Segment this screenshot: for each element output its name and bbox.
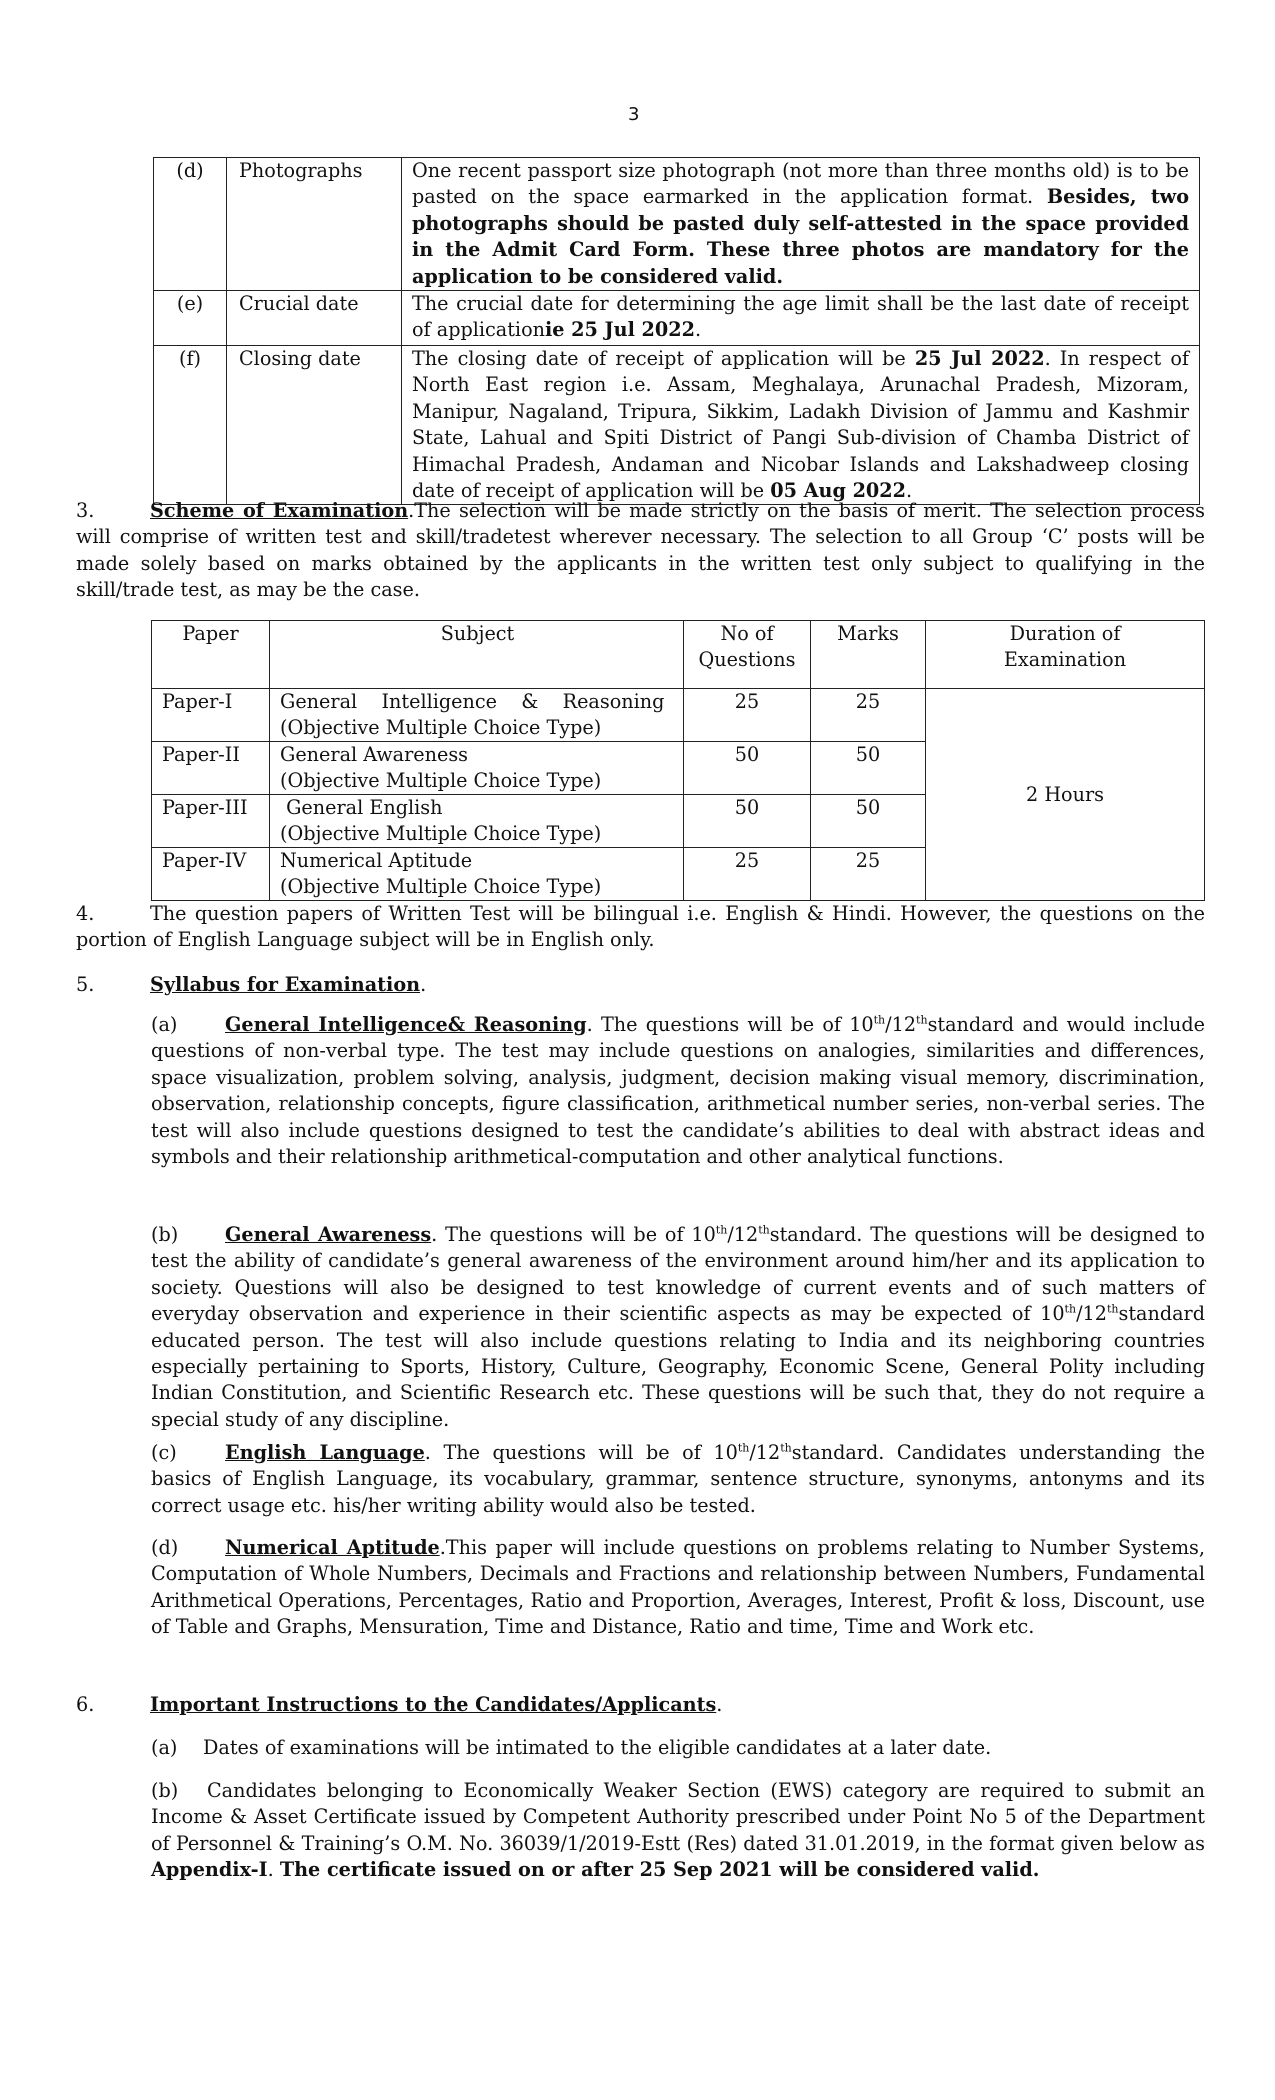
row-text: One recent passport size photograph (not more than three months old) is to be pasted on the space earmarked in the application format. Besides, two photographs should be pasted duly self-attested in the space provided in the Admit Card Form. These three photos are mandatory for the application to be considered valid.	[402, 158, 1200, 291]
row-label: (e)	[154, 291, 227, 346]
row-label: (d)	[154, 158, 227, 291]
item-label: (b)	[151, 1223, 179, 1246]
header-marks: Marks	[811, 621, 926, 689]
table-row	[154, 291, 1200, 346]
item-label: (c)	[151, 1441, 177, 1464]
table-row	[152, 689, 1205, 742]
syllabus-item-c: (c) English Language. The questions will be of 10th/12thstandard. Candidates understanding the basics of English Language, its vocabulary, grammar, sentence structure, synonyms, antonyms and its correct usage etc. his/her writing ability would also be tested.	[151, 1441, 1205, 1517]
header-questions: No of Questions	[684, 621, 811, 689]
section-number: 6.	[76, 1693, 95, 1716]
item-label: (a)	[151, 1013, 178, 1036]
instruction-item-b: (b) Candidates belonging to Economically Weaker Section (EWS) category are required to submit an Income & Asset Certificate issued by Competent Authority prescribed under Point No 5 of the Department of Personnel & Training’s O.M. No. 36039/1/2019-Estt (Res) dated 31.01.2019, in the format given below as Appendix-I. The certificate issued on or after 25 Sep 2021 will be considered valid.	[151, 1779, 1205, 1882]
questions-cell: 50	[684, 742, 811, 795]
section-5-heading: 5. Syllabus for Examination.	[76, 972, 1205, 998]
section-3	[76, 498, 1205, 604]
section-heading: Scheme of Examination	[150, 499, 409, 522]
header-duration: Duration of Examination	[926, 621, 1205, 689]
subject-cell: General English (Objective Multiple Choice Type)	[270, 795, 684, 848]
application-details-table	[153, 157, 1200, 505]
table-header-row	[152, 621, 1205, 689]
section-text: The question papers of Written Test will be bilingual i.e. English & Hindi. However, the questions on the portion of English Language subject will be in English only.	[76, 902, 1205, 952]
section-heading: Syllabus for Examination	[150, 973, 421, 996]
paper-cell: Paper-IV	[152, 848, 270, 901]
subject-cell: Numerical Aptitude (Objective Multiple Choice Type)	[270, 848, 684, 901]
questions-cell: 25	[684, 689, 811, 742]
syllabus-item-a: (a) General Intelligence& Reasoning. The questions will be of 10th/12thstandard and would include questions of non-verbal type. The test may include questions on analogies, similarities and differences, space visualization, problem solving, analysis, judgment, decision making visual memory, discrimination, observation, relationship concepts, figure classification, arithmetical number series, non-verbal series. The test will also include questions designed to test the candidate’s abilities to deal with abstract ideas and symbols and their relationship arithmetical-computation and other analytical functions.	[151, 1013, 1205, 1169]
row-label: (f)	[154, 346, 227, 505]
item-label: (b)	[151, 1779, 179, 1802]
syllabus-item-b: (b) General Awareness. The questions will be of 10th/12thstandard. The questions will be designed to test the ability of candidate’s general awareness of the environment around him/her and its application to society. Questions will also be designed to test knowledge of current events and of such matters of everyday observation and experience in their scientific aspects as may be expected of 10th/12thstandard educated person. The test will also include questions relating to India and its neighboring countries especially pertaining to Sports, History, Culture, Geography, Economic Scene, General Polity including Indian Constitution, and Scientific Research etc. These questions will be such that, they do not require a special study of any discipline.	[151, 1223, 1205, 1431]
syllabus-item-d: (d) Numerical Aptitude.This paper will include questions on problems relating to Number Systems, Computation of Whole Numbers, Decimals and Fractions and relationship between Numbers, Fundamental Arithmetical Operations, Percentages, Ratio and Proportion, Averages, Interest, Profit & loss, Discount, use of Table and Graphs, Mensuration, Time and Distance, Ratio and time, Time and Work etc.	[151, 1536, 1205, 1639]
table-row	[154, 158, 1200, 291]
item-heading: English Language	[225, 1441, 425, 1464]
scheme-of-examination-table	[151, 620, 1205, 901]
marks-cell: 25	[811, 689, 926, 742]
section-number: 5.	[76, 973, 95, 996]
item-heading: Numerical Aptitude	[225, 1536, 440, 1559]
page-number: 3	[628, 104, 640, 125]
section-4	[76, 901, 1205, 954]
marks-cell: 50	[811, 742, 926, 795]
marks-cell: 50	[811, 795, 926, 848]
questions-cell: 25	[684, 848, 811, 901]
item-label: (a)	[151, 1736, 178, 1759]
table-row	[154, 346, 1200, 505]
item-heading: General Awareness	[225, 1223, 432, 1246]
row-title: Closing date	[227, 346, 402, 505]
item-heading: General Intelligence& Reasoning	[225, 1013, 587, 1036]
row-title: Crucial date	[227, 291, 402, 346]
paper-cell: Paper-I	[152, 689, 270, 742]
paper-cell: Paper-III	[152, 795, 270, 848]
row-text: The closing date of receipt of application will be 25 Jul 2022. In respect of North East region i.e. Assam, Meghalaya, Arunachal Pradesh, Mizoram, Manipur, Nagaland, Tripura, Sikkim, Ladakh Division of Jammu and Kashmir State, Lahual and Spiti District of Pangi Sub-division of Chamba District of Himachal Pradesh, Andaman and Nicobar Islands and Lakshadweep closing date of receipt of application will be 05 Aug 2022.	[402, 346, 1200, 505]
subject-cell: General Intelligence & Reasoning (Objective Multiple Choice Type)	[270, 689, 684, 742]
section-number: 4.	[76, 902, 95, 925]
section-6-heading: 6. Important Instructions to the Candidates/Applicants.	[76, 1692, 1205, 1718]
header-paper: Paper	[152, 621, 270, 689]
row-text: The crucial date for determining the age limit shall be the last date of receipt of applicationie 25 Jul 2022.	[402, 291, 1200, 346]
row-title: Photographs	[227, 158, 402, 291]
section-heading: Important Instructions to the Candidates/Applicants	[150, 1693, 717, 1716]
duration-cell: 2 Hours	[926, 689, 1205, 901]
item-label: (d)	[151, 1536, 179, 1559]
marks-cell: 25	[811, 848, 926, 901]
section-text: .The selection will be made strictly on the basis of merit. The selection process will comprise of written test and skill/tradetest wherever necessary. The selection to all Group ‘C’ posts will be made solely based on marks obtained by the applicants in the written test only subject to qualifying in the skill/trade test, as may be the case.	[76, 499, 1205, 602]
instruction-item-a: (a) Dates of examinations will be intimated to the eligible candidates at a later date.	[151, 1735, 1205, 1761]
section-number: 3.	[76, 499, 95, 522]
paper-cell: Paper-II	[152, 742, 270, 795]
header-subject: Subject	[270, 621, 684, 689]
subject-cell: General Awareness (Objective Multiple Choice Type)	[270, 742, 684, 795]
questions-cell: 50	[684, 795, 811, 848]
